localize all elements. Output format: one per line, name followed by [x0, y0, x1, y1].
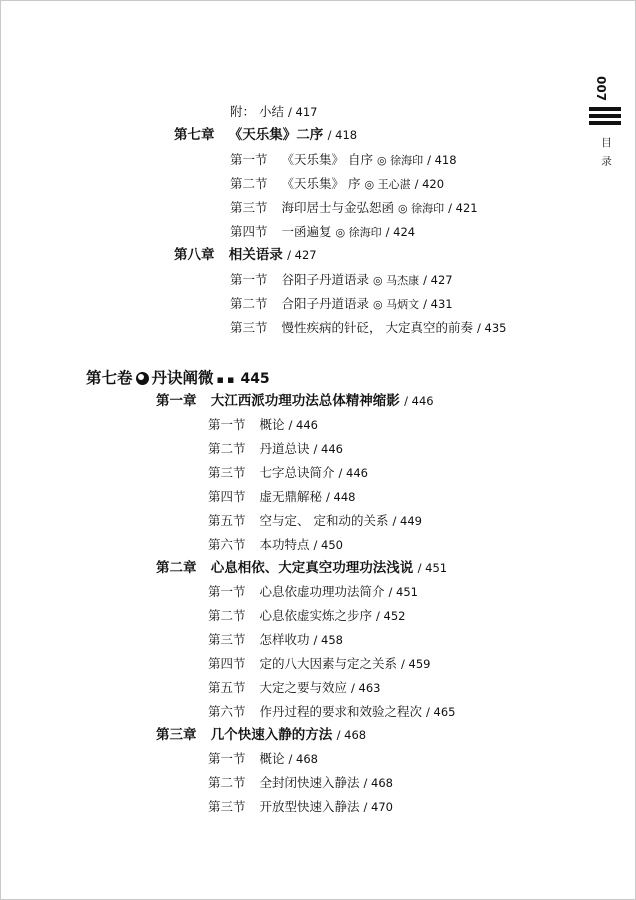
entry-title: 合阳子丹道语录	[281, 296, 370, 311]
entry-page: / 452	[376, 609, 406, 623]
chapter-page: / 451	[417, 561, 448, 575]
entry-title: 《天乐集》 自序	[281, 152, 373, 167]
entry-page: / 418	[427, 153, 457, 167]
chapter-page: / 446	[404, 394, 434, 408]
entry-author: ◎ 马杰康	[373, 274, 420, 287]
toc-entry	[230, 296, 453, 313]
entry-page: / 451	[388, 585, 418, 599]
spiral-icon	[136, 372, 149, 385]
toc-entry	[208, 656, 430, 672]
toc-entry	[230, 152, 457, 169]
entry-title: 概论	[259, 417, 285, 432]
entry-page: / 465	[426, 705, 456, 719]
entry-page: / 459	[401, 657, 431, 671]
entry-title: 海印居士与金弘恕函	[281, 200, 395, 215]
toc-entry	[208, 537, 343, 553]
toc-chapter	[156, 727, 366, 743]
entry-label: 第二节	[230, 176, 268, 191]
toc-entry	[230, 224, 415, 241]
entry-label: 第三节	[208, 799, 246, 814]
entry-title: 开放型快速入静法	[259, 799, 360, 814]
toc-entry	[208, 584, 418, 600]
toc-entry	[230, 176, 444, 193]
entry-label: 第四节	[230, 224, 268, 239]
entry-label: 第二节	[208, 775, 246, 790]
volume-label: 第七卷	[86, 368, 133, 387]
entry-title: 心息依虚功理功法简介	[259, 584, 385, 599]
entry-page: / 458	[313, 633, 343, 647]
toc-chapter	[156, 393, 434, 409]
leader-dots-icon: ▪▪	[216, 373, 238, 386]
entry-page: / 421	[448, 201, 478, 215]
entry-title: 空与定、 定和动的关系	[259, 513, 389, 528]
entry-author: ◎ 徐海印	[335, 226, 382, 239]
entry-label: 第二节	[230, 296, 268, 311]
entry-page: / 449	[392, 514, 422, 528]
entry-title: 定的八大因素与定之关系	[259, 656, 398, 671]
entry-label: 第一节	[208, 584, 246, 599]
entry-label: 第一节	[208, 417, 246, 432]
entry-title: 慢性疾病的针砭， 大定真空的前奏	[281, 320, 473, 335]
page-number: 007	[594, 76, 608, 102]
chapter-title: 《天乐集》二序	[228, 127, 324, 143]
toc-entry	[208, 417, 318, 433]
toc-entry	[208, 799, 393, 815]
entry-page: / 446	[338, 466, 368, 480]
entry-title: 《天乐集》 序	[281, 176, 361, 191]
entry-page: / 427	[423, 273, 453, 287]
toc-entry	[230, 200, 478, 217]
toc-entry	[208, 680, 380, 696]
entry-page: / 446	[313, 442, 343, 456]
toc-entry	[208, 441, 343, 457]
entry-label: 第三节	[208, 465, 246, 480]
entry-label: 第一节	[208, 751, 246, 766]
entry-page: / 417	[288, 105, 318, 119]
entry-page: / 468	[288, 752, 318, 766]
volume-heading	[86, 366, 270, 388]
entry-title: 大定之要与效应	[259, 680, 348, 695]
chapter-title: 大江西派功理功法总体精神缩影	[210, 393, 400, 409]
toc-entry	[208, 513, 422, 529]
entry-title: 怎样收功	[259, 632, 310, 647]
entry-label: 第六节	[208, 704, 246, 719]
chapter-title: 几个快速入静的方法	[210, 727, 333, 743]
entry-title: 心息依虚实炼之步序	[259, 608, 373, 623]
entry-title: 一函遍复	[281, 224, 332, 239]
toc-entry	[230, 272, 453, 289]
entry-title: 概论	[259, 751, 285, 766]
entry-page: / 420	[414, 177, 445, 191]
entry-label: 第五节	[208, 680, 246, 695]
entry-label: 第一节	[230, 152, 268, 167]
toc-entry	[208, 704, 455, 720]
toc-entry	[230, 320, 506, 336]
toc-chapter	[156, 560, 447, 576]
chapter-title: 相关语录	[228, 247, 283, 263]
entry-author: ◎ 王心湛	[364, 178, 411, 191]
entry-author: ◎ 马炳文	[373, 298, 420, 311]
entry-title: 谷阳子丹道语录	[281, 272, 370, 287]
chapter-title: 心息相依、大定真空功理功法浅说	[210, 560, 414, 576]
entry-author: ◎ 徐海印	[398, 202, 445, 215]
chapter-label: 第一章	[156, 393, 197, 409]
entry-label: 第四节	[208, 656, 246, 671]
side-header	[589, 76, 623, 174]
entry-label: 第二节	[208, 441, 246, 456]
entry-title: 全封闭快速入静法	[259, 775, 360, 790]
entry-title: 丹道总诀	[259, 441, 310, 456]
entry-title: 作丹过程的要求和效验之程次	[259, 704, 423, 719]
toc-chapter	[174, 247, 317, 263]
chapter-label: 第三章	[156, 727, 197, 743]
entry-page: / 448	[326, 490, 356, 504]
toc-entry	[208, 608, 405, 624]
volume-page: 445	[240, 371, 270, 387]
entry-title: 虚无鼎解秘	[259, 489, 323, 504]
entry-title: 七字总诀简介	[259, 465, 335, 480]
volume-title: 丹诀阐微	[151, 368, 214, 387]
entry-page: / 468	[363, 776, 393, 790]
section-label: 目录	[600, 137, 612, 175]
entry-label: 附：	[230, 104, 256, 119]
chapter-page: / 418	[327, 128, 358, 142]
toc-entry	[208, 751, 318, 767]
entry-page: / 446	[288, 418, 318, 432]
entry-label: 第四节	[208, 489, 246, 504]
toc-entry	[208, 465, 368, 481]
entry-label: 第三节	[208, 632, 246, 647]
entry-page: / 435	[476, 321, 507, 335]
toc-entry	[208, 489, 355, 505]
toc-entry	[208, 775, 393, 791]
entry-label: 第二节	[208, 608, 246, 623]
entry-label: 第三节	[230, 200, 268, 215]
chapter-label: 第二章	[156, 560, 197, 576]
chapter-label: 第八章	[174, 247, 215, 263]
entry-title: 本功特点	[259, 537, 310, 552]
entry-label: 第一节	[230, 272, 268, 287]
header-bars	[589, 107, 623, 125]
entry-author: ◎ 徐海印	[376, 154, 424, 167]
toc-entry	[230, 104, 317, 120]
entry-title: 小结	[259, 104, 285, 119]
toc-entry	[208, 632, 343, 648]
entry-page: / 431	[423, 297, 453, 311]
entry-label: 第五节	[208, 513, 246, 528]
chapter-label: 第七章	[174, 127, 215, 143]
entry-page: / 470	[363, 800, 393, 814]
chapter-page: / 468	[336, 728, 367, 742]
entry-label: 第六节	[208, 537, 246, 552]
chapter-page: / 427	[287, 248, 317, 262]
toc-chapter	[174, 127, 357, 143]
entry-page: / 463	[351, 681, 381, 695]
entry-page: / 450	[313, 538, 343, 552]
entry-page: / 424	[385, 225, 416, 239]
entry-label: 第三节	[230, 320, 268, 335]
